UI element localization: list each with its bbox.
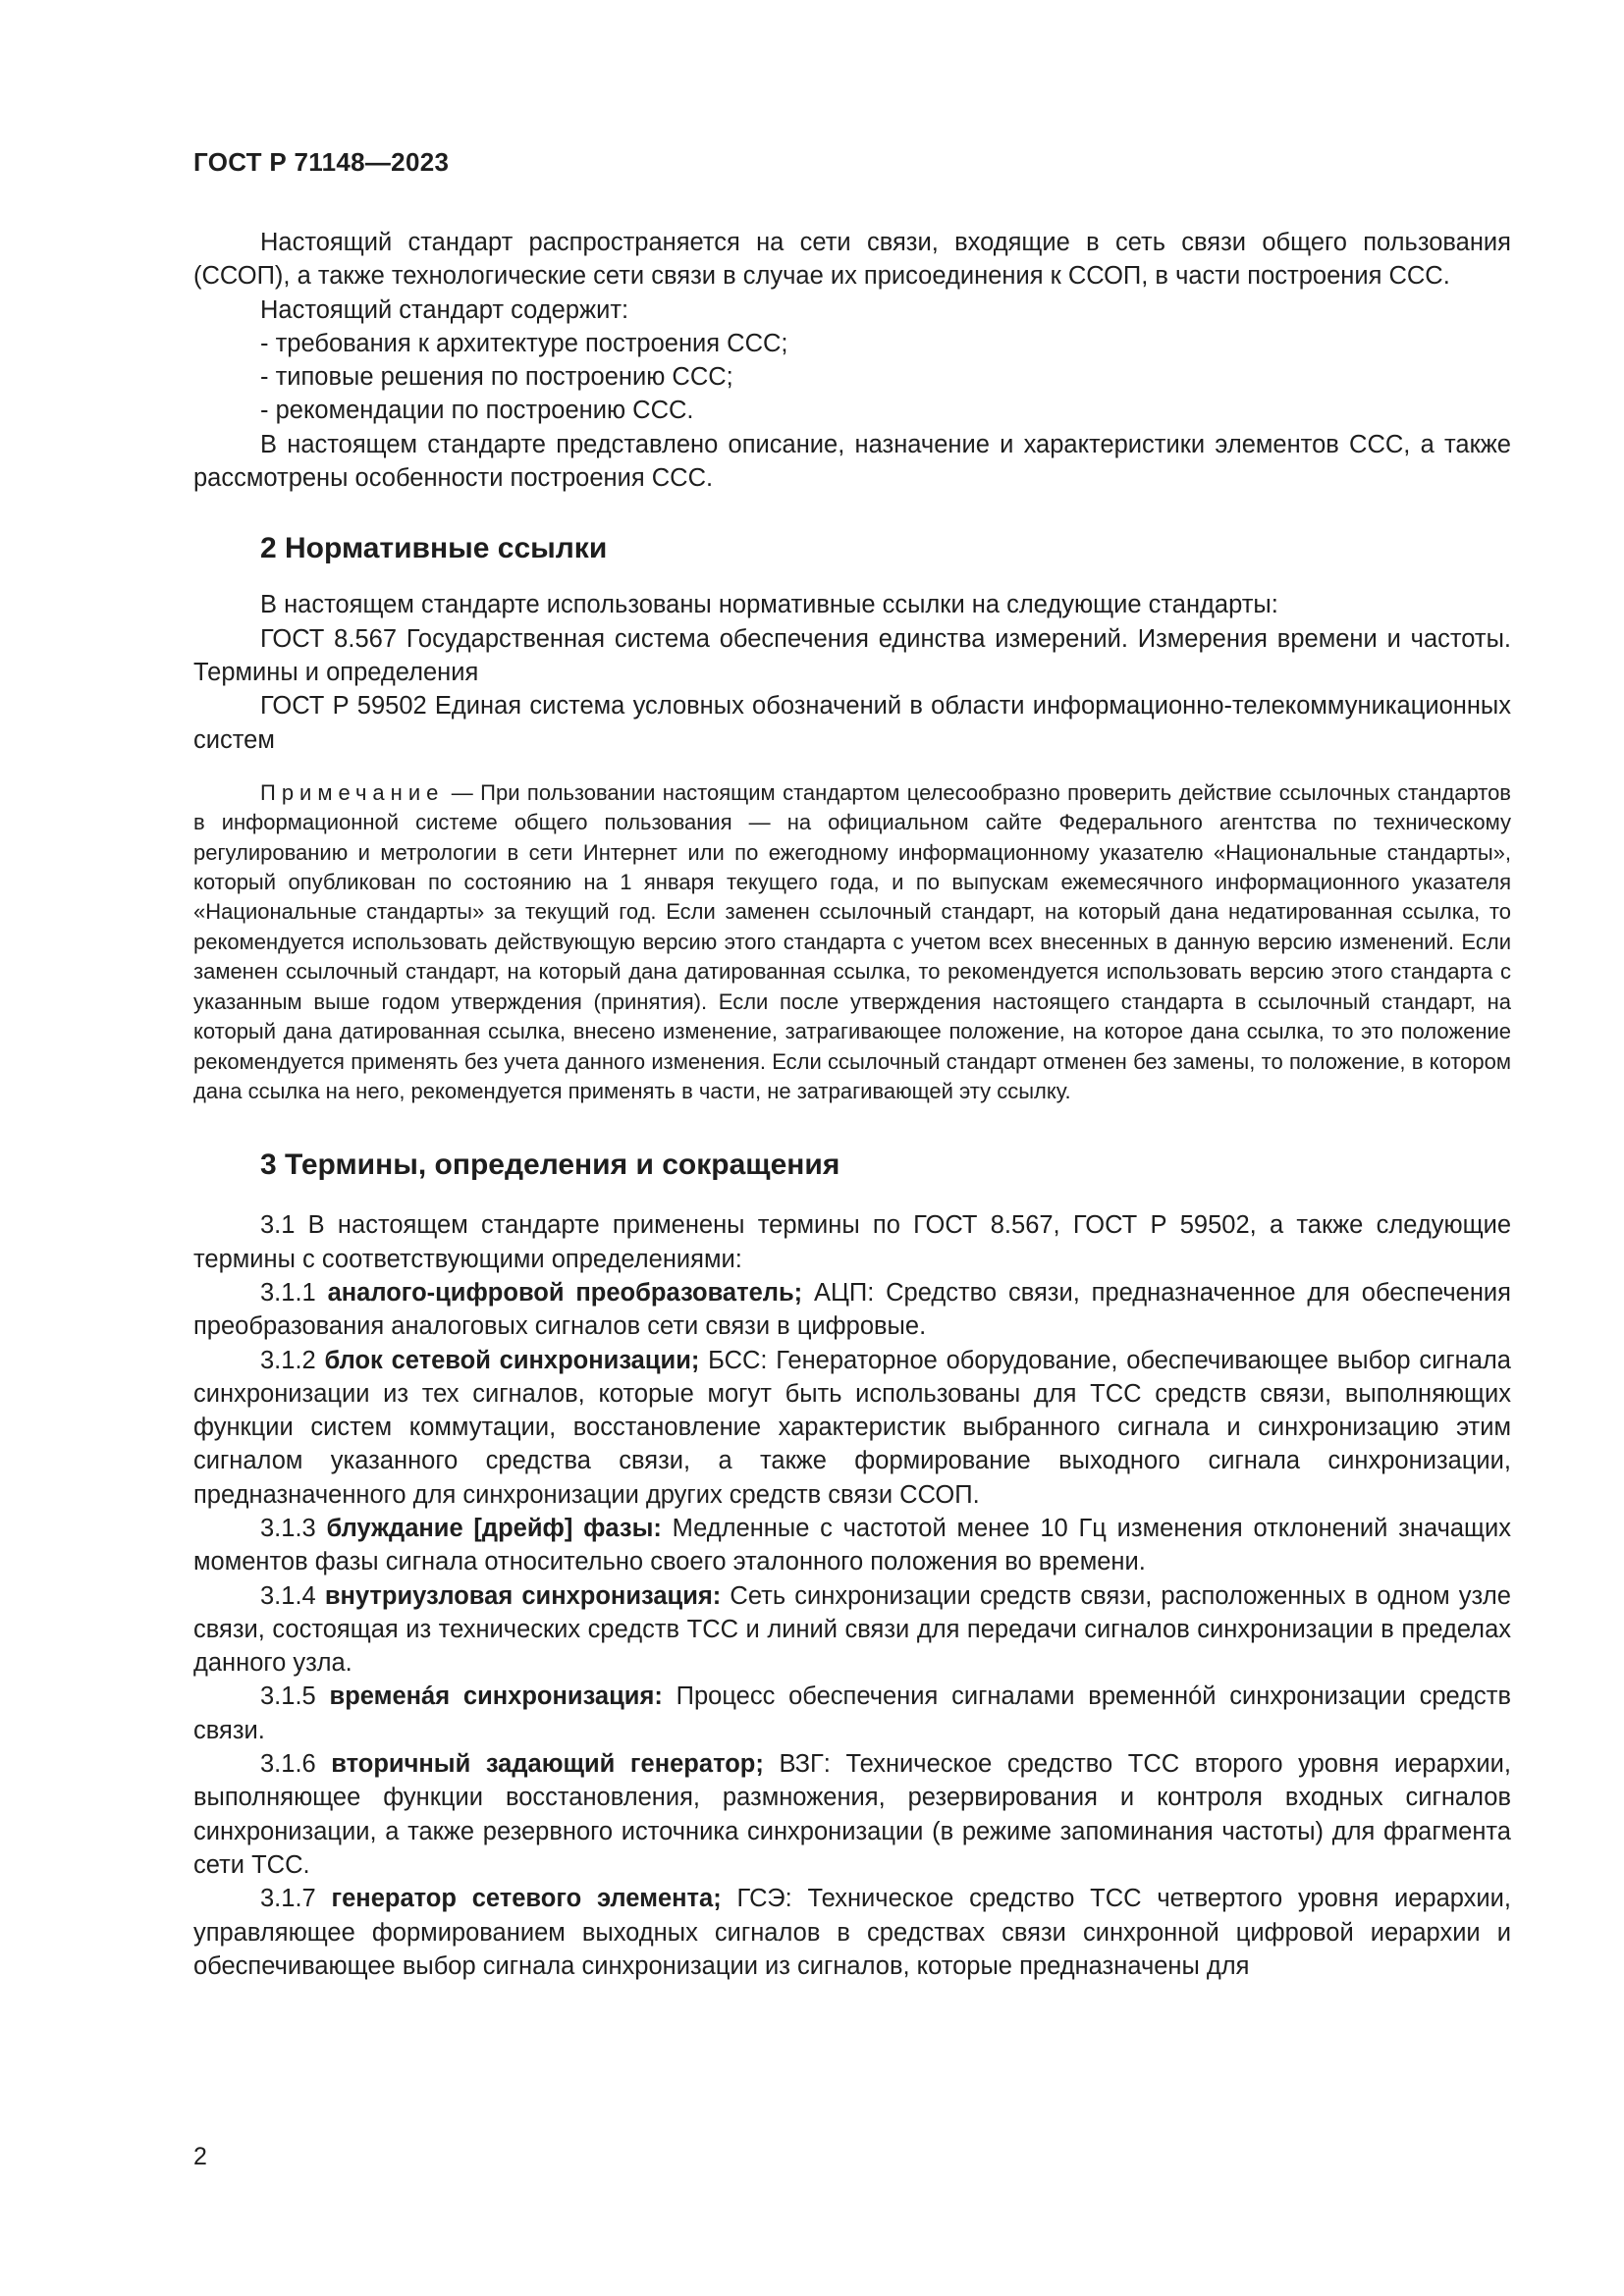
section-3-paragraph: 3.1 В настоящем стандарте применены термины по ГОСТ 8.567, ГОСТ Р 59502, а также следующие термины с соответствующими определениями: xyxy=(193,1211,1511,1273)
term-number: 3.1.4 xyxy=(260,1581,325,1610)
term-number: 3.1.1 xyxy=(260,1278,328,1307)
term-entry xyxy=(193,1680,1511,1747)
term-number: 3.1.5 xyxy=(260,1682,330,1711)
section-2-reference: ГОСТ 8.567 Государственная система обеспечения единства измерений. Измерения времени и частоты. Термины и определения xyxy=(193,624,1511,686)
term-number: 3.1.6 xyxy=(260,1750,332,1779)
term-definition: ВЗГ: Техническое средство ТСС второго уровня иерархии, выполняющее функции восстановления, размножения, резервирования и контроля входных сигналов синхронизации, а также резервного источника синхронизации (в режиме запоминания частоты) для фрагмента сети ТСС. xyxy=(193,1750,1511,1879)
term-name: аналого-цифровой преобразователь; xyxy=(327,1278,803,1307)
intro-list-item: - требования к архитектуре построения ССС; xyxy=(260,329,788,357)
term-entry xyxy=(193,1512,1511,1579)
term-name: блок сетевой синхронизации; xyxy=(324,1346,700,1374)
term-definition: АЦП: Средство связи, предназначенное для обеспечения преобразования аналоговых сигналов сети связи в цифровые. xyxy=(193,1278,1511,1341)
section-2-heading: 2 Нормативные ссылки xyxy=(260,532,608,565)
section-2-paragraph: В настоящем стандарте использованы нормативные ссылки на следующие стандарты: xyxy=(260,591,1278,619)
term-name: вторичный задающий генератор; xyxy=(331,1750,764,1779)
term-name: генератор сетевого элемента; xyxy=(331,1885,722,1913)
intro-list-item: - типовые решения по построению ССС; xyxy=(260,363,733,392)
section-3-heading: 3 Термины, определения и сокращения xyxy=(260,1148,840,1182)
term-definition: Медленные с частотой менее 10 Гц изменения отклонений значащих моментов фазы сигнала относительно своего эталонного положения во времени. xyxy=(193,1515,1512,1576)
intro-list-item: - рекомендации по построению ССС. xyxy=(260,397,694,425)
term-entry xyxy=(193,1276,1511,1344)
document-body xyxy=(193,226,1511,1983)
section-2-reference: ГОСТ Р 59502 Единая система условных обозначений в области информационно-телекоммуникационных систем xyxy=(193,692,1511,754)
intro-paragraph: Настоящий стандарт распространяется на сети связи, входящие в сеть связи общего пользования (ССОП), а также технологические сети связи в случае их присоединения к ССОП, в части построения ССС. xyxy=(193,229,1511,291)
term-name: временáя синхронизация: xyxy=(329,1682,663,1711)
page-number: 2 xyxy=(193,2143,207,2170)
term-number: 3.1.3 xyxy=(260,1515,327,1542)
term-definition: ГСЭ: Техническое средство ТСС четвертого уровня иерархии, управляющее формированием выходных сигналов в средствах связи синхронной цифровой иерархии и обеспечивающее выбор сигнала синхронизации из сигналов, которые предназначены для xyxy=(193,1885,1511,1980)
term-entry xyxy=(193,1882,1511,1983)
document-header: ГОСТ Р 71148—2023 xyxy=(193,147,450,177)
note-label: Примечание xyxy=(260,779,445,805)
term-definition: Сеть синхронизации средств связи, расположенных в одном узле связи, состоящая из технических средств ТСС и линий связи для передачи сигналов синхронизации в пределах данного узла. xyxy=(193,1581,1511,1678)
term-name: блуждание [дрейф] фазы: xyxy=(326,1515,662,1542)
note-block xyxy=(193,778,1511,1106)
term-number: 3.1.7 xyxy=(260,1885,332,1913)
intro-paragraph: Настоящий стандарт содержит: xyxy=(260,295,629,324)
term-number: 3.1.2 xyxy=(260,1346,325,1374)
term-name: внутриузловая синхронизация: xyxy=(324,1581,722,1610)
term-entry xyxy=(193,1344,1511,1512)
intro-paragraph: В настоящем стандарте представлено описание, назначение и характеристики элементов ССС, а также рассмотрены особенности построения ССС. xyxy=(193,430,1511,493)
note-text: — При пользовании настоящим стандартом целесообразно проверить действие ссылочных стандартов в информационной системе общего пользования — на официальном сайте Федерального агентства по техническому регулированию и метрологии в сети Интернет или по ежегодному информационному указателю «Национальные стандарты», который опубликован по состоянию на 1 января текущего года, и по выпускам ежемесячного информационного указателя «Национальные стандарты» за текущий год. Если заменен ссылочный стандарт, на который дана недатированная ссылка, то рекомендуется использовать действующую версию этого стандарта с учетом всех внесенных в данную версию изменений. Если заменен ссылочный стандарт, на который дана датированная ссылка, то рекомендуется использовать версию этого стандарта с указанным выше годом утверждения (принятия). Если после утверждения настоящего стандарта в ссылочный стандарт, на который дана датированная ссылка, внесено изменение, затрагивающее положение, на которое дана ссылка, то это положение рекомендуется применять без учета данного изменения. Если ссылочный стандарт отменен без замены, то положение, в котором дана ссылка на него, рекомендуется применять в части, не затрагивающей эту ссылку. xyxy=(193,779,1511,1103)
term-definition: Процесс обеспечения сигналами временнóй синхронизации средств связи. xyxy=(193,1682,1511,1744)
term-entry xyxy=(193,1579,1511,1681)
term-definition: БСС: Генераторное оборудование, обеспечивающее выбор сигнала синхронизации из тех сигналов, которые могут быть использованы для ТСС средств связи, выполняющих функции систем коммутации, восстановление характеристик выбранного сигнала и синхронизацию этим сигналом указанного средства связи, а также формирование выходного сигнала синхронизации, предназначенного для синхронизации других средств связи ССОП. xyxy=(193,1346,1511,1509)
term-entry xyxy=(193,1747,1511,1882)
